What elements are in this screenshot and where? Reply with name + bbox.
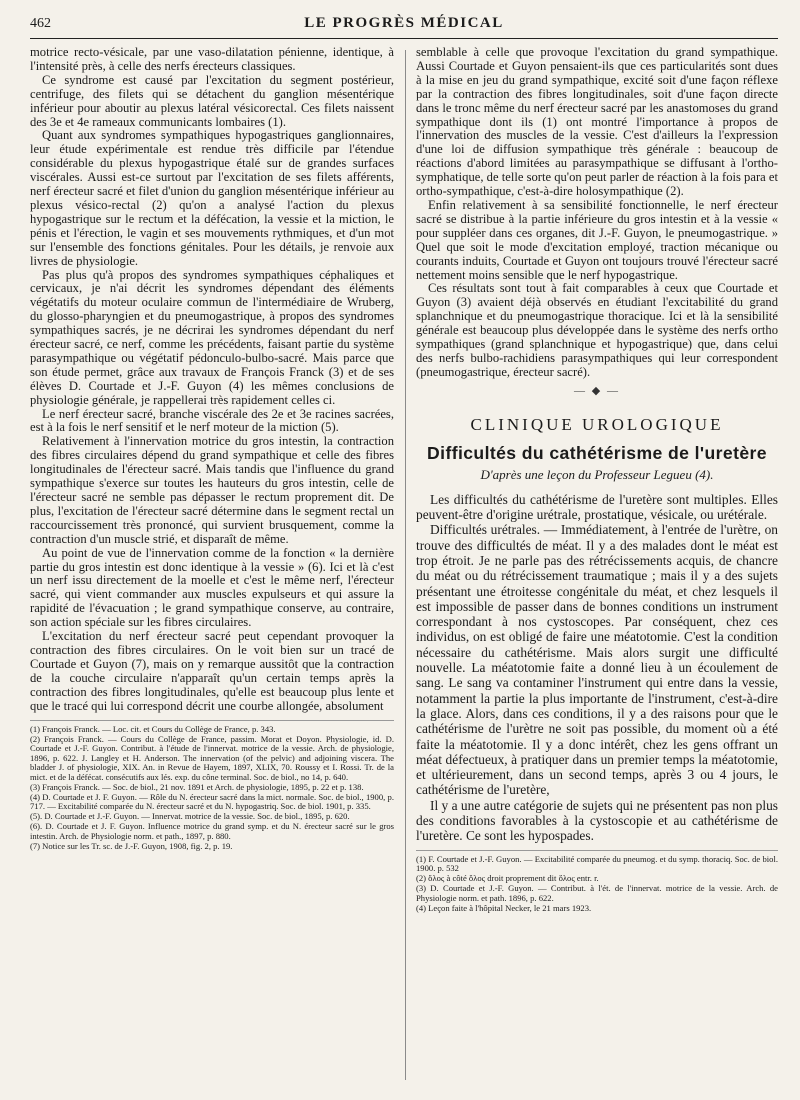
page-header: [30, 14, 778, 39]
article-paragraph: Difficultés urétrales. — Immédiatement, à l'entrée de l'urètre, on trouve des difficultés de méat. Il y a des malades dont le méat est trop étroit. Je ne parle pas des rétrécissements acquis, de chancre du méat ou du rétrécissement traumatique ; mais il y a des sujets présentant une étroitesse congénitale du méat, et chez lesquels il est impossible de passer dans de bonnes conditions un instrument correspondant à nos cystoscopes. Par conséquent, chez ces individus, on est obligé de faire une méatotomie. C'est la condition nécessaire du cathétérisme. Mais alors surgit une difficulté nouvelle. La méatotomie faite a donné lieu à un écoulement de sang. Le sang va contaminer l'instrument qui entre dans la vessie, notamment la partie la plus importante de l'instrument, c'est-à-dire la glace. Alors, dans ces conditions, il y a des raisons pour que le cathétérisme de l'urètre ne soit pas possible, du moment où a été faite la méatotomie. Il y a donc intérêt, chez les gens offrant un méat défectueux, à pratiquer dans un premier temps la méatotomie, et ultérieurement, dans un second temps, après 3 ou 4 jours, le cathétérisme de l'uretère,: [416, 522, 778, 798]
left-paragraph: Le nerf érecteur sacré, branche viscérale des 2e et 3e racines sacrées, est à la fois le nerf sensitif et le nerf moteur de la miction (5).: [30, 406, 394, 435]
footnote: (2) ὅλος à côté ὅλος droit proprement dit ὅλος entr. r.: [416, 873, 599, 884]
left-paragraph: L'excitation du nerf érecteur sacré peut cependant provoquer la contraction des fibres circulaires. On le voit bien sur un tracé de Courtade et Guyon (7), mais on y remarque aussitôt que la contraction de la couche circulaire n'apparaît qu'un certain temps après la contraction des fibres longitudinales, qu'elle est beaucoup plus lente et que le tracé qui lui correspond décrit une courbe allongée, absolument: [30, 629, 394, 713]
article-body: [416, 492, 778, 844]
section-ornament: — ◆ —: [574, 384, 620, 397]
section-title: CLINIQUE UROLOGIQUE: [470, 414, 724, 434]
footnote: (4) D. Courtade et J. F. Guyon. — Rôle du N. érecteur sacré dans la mict. normale. Soc. de biol., 1900, p. 717. — Excitabilité comparée du N. érecteur sacré et du N. hypogastriq. Soc. de biol. 1901, p. 335.: [30, 791, 394, 811]
left-paragraph: Relativement à l'innervation motrice du gros intestin, la contraction des fibres circulaires dépend du grand sympathique et celle des fibres longitudinales de l'érecteur sacré. Mais tandis que l'influence du grand sympathique s'exerce sur toutes les hauteurs du gros intestin, celle de l'érecteur sacré ne semble pas dépasser le rectum proprement dit. De plus, l'excitation de l'érecteur sacré détermine dans le segment rectal un raccourcissement très prononcé, qui survient brusquement, comme la contraction d'un muscle strié, et disparaît de même.: [30, 434, 394, 546]
article-byline: D'après une leçon du Professeur Legueu (4).: [480, 466, 714, 482]
page-number: 462: [30, 16, 51, 31]
footnote: (7) Notice sur les Tr. sc. de J.-F. Guyon, 1908, fig. 2, p. 19.: [30, 840, 233, 851]
column-divider: [405, 50, 406, 1080]
footnote: (5). D. Courtade et J.-F. Guyon. — Innervat. motrice de la vessie. Soc. de biol., 1895, p. 620.: [30, 811, 350, 821]
article-title: Difficultés du cathétérisme de l'uretère: [427, 442, 767, 463]
left-footnotes: [30, 720, 394, 852]
left-paragraph: Au point de vue de l'innervation comme de la fonction « la dernière partie du gros intestin est donc identique à la vessie » (6). Ici et là c'est un nerf issu directement de la moelle et c'est le même nerf, l'érecteur sacré, qui vient commander aux muscles expulseurs et qui assure la rapidité de l'évacuation ; le grand sympathique conserve, au contraire, son action spéciale sur les fibres circulaires.: [30, 545, 394, 630]
right-paragraph: Ces résultats sont tout à fait comparables à ceux que Courtade et Guyon (3) avaient déjà observés en étudiant l'excitabilité du grand splanchnique et du pneumogastrique thoracique. Ici et là la sensibilité générale est beaucoup plus développée dans le système des nerfs ortho sympathiques (grand splanchnique et hypogastrique) que, dans celui des nerfs bulbo-rachidiens parasympathiques qui leur correspondent (pneumogastrique, érecteur sacré).: [416, 281, 778, 379]
left-column: [30, 46, 394, 852]
right-column: [416, 46, 778, 914]
left-paragraph: Pas plus qu'à propos des syndromes sympathiques céphaliques et cervicaux, je n'ai décrit les syndromes dépendant des éléments végétatifs du moteur oculaire commun de l'intermédiaire de Wruberg, du glosso-pharyngien et du pneumogastrique, à propos des syndromes sympathiques sacrés, je ne décrirai les syndromes dépendant du nerf érecteur sacré, ce nerf, comme les précédents, faisant partie du système parasympathique ou végétatif pédonculo-bulbo-sacré. Mais parce que son étude permet, grâce aux travaux de François Franck (3) et de ses élèves D. Courtade et J.-F. Guyon (4) les mêmes conclusions de physiologie générale, je rappellerai très rapidement celles ci.: [30, 267, 394, 407]
right-paragraph: Enfin relativement à sa sensibilité fonctionnelle, le nerf érecteur sacré se distribue à la partie inférieure du gros intestin et à la vessie « pour suppléer dans ces organes, dit J.-F. Guyon, le pneumogastrique. » Quel que soit le mode d'excitation employé, traction mécanique ou courants induits, Courtade et Guyon ont toujours trouvé l'érecteur sacré nettement moins sensible que le nerf hypogastrique.: [416, 197, 778, 282]
footnote: (2) François Franck. — Cours du Collège de France, passim. Morat et Doyon. Physiologie, id. D. Courtade et J.-F. Guyon. Contribut. à l'étude de l'innervat. motrice de la vessie. Arch. de physiologie, 1896, p. 622. J. Langley et H. Anderson. The innervation (of the pelvic) and adjoining viscera. The bladder J. of physiologie, XIX. An. in Revue de Hayem, 1897, XLIX, 70. Roussy et I. Rossi. Tr. de la mict. et de la défécat. consécutifs aux lés. exp. du cône terminal. Soc. de biol., no 14, p. 640.: [30, 733, 394, 782]
article-paragraph: Les difficultés du cathétérisme de l'uretère sont multiples. Elles peuvent-être d'origine urétrale, prostatique, vésicale, ou urétérale.: [416, 491, 778, 523]
footnote: (3) D. Courtade et J.-F. Guyon. — Contribut. à l'ét. de l'innervat. motrice de la vessie. Arch. de Physiologie norm. et path. 1896, p. 622.: [416, 883, 778, 903]
article-paragraph: Il y a une autre catégorie de sujets qui ne présentent pas non plus des conditions favorables à la cystoscopie et au cathétérisme de l'uretère. Ce sont les hypospades.: [416, 797, 778, 844]
right-paragraph: semblable à celle que provoque l'excitation du grand sympathique. Aussi Courtade et Guyon pensaient-ils que ces particularités sont dues à la mise en jeu du grand sympathique, excité soit d'une façon réflexe par la contraction des fibres longitudinales, soit d'une façon directe dans le tronc même du nerf érecteur sacré par les anastomoses du grand sympathique dont ils (1) ont montré l'importance à propos de l'innervation des muscles de la vessie. C'est d'ailleurs la l'expression d'une loi de diffusion sympathique très générale : beaucoup de réactions d'abord limitées au parasympathique se diffusant à l'ortho-symphatique, de telle sorte qu'on peut parler de réaction à la fois para et ortho-sympathique, c'est-à-dire holosympathique (2).: [416, 45, 778, 199]
left-paragraph: motrice recto-vésicale, par une vaso-dilatation pénienne, identique, à l'intensité près, à celle des nerfs érecteurs classiques.: [30, 45, 394, 73]
footnote: (4) Leçon faite à l'hôpital Necker, le 21 mars 1923.: [416, 902, 592, 913]
footnote: (6). D. Courtade et J. F. Guyon. Influence motrice du grand symp. et du N. érecteur sacré sur le gros intestin. Arch. de Physiologie norm. et path., 1897, p. 880.: [30, 821, 394, 841]
left-paragraph: Quant aux syndromes sympathiques hypogastriques ganglionnaires, leur étude expérimentale est rendue très difficile par l'étendue considérable du plexus hypogastrique étalé sur de grandes surfaces viscérales. Aussi est-ce surtout par l'excitation de ses filets afférents, nerf érecteur sacré et filet d'union du ganglion mésentérique inférieur au plexus vésico-rectal (2) qu'on a analysé l'action du plexus hypogastrique sur le rectum et la défécation, la vessie et la miction, le pénis et l'érection, le vagin et ses mouvements rythmiques, et d'un mot sur l'ensemble des fonctions génitales. Pour les détails, je renvoie aux livres de physiologie.: [30, 128, 394, 268]
footnote: (1) François Franck. — Loc. cit. et Cours du Collège de France, p. 343.: [30, 723, 276, 734]
footnote: (3) François Franck. — Soc. de biol., 21 nov. 1891 et Arch. de physiologie, 1895, p. 22 et p. 138.: [30, 781, 364, 792]
left-paragraph: Ce syndrome est causé par l'excitation du segment postérieur, centrifuge, des filets qui se détachent du ganglion mésentérique inférieur pour aboutir au plexus latéral vésicorectal. Ces filets naissent des 3e et 4e rameaux communicants lombaires (1).: [30, 72, 394, 129]
journal-title: LE PROGRÈS MÉDICAL: [304, 15, 504, 31]
right-footnotes: [416, 850, 778, 914]
footnote: (1) F. Courtade et J.-F. Guyon. — Excitabilité comparée du pneumog. et du symp. thoraciq. Soc. de biol. 1900. p. 532: [416, 853, 778, 874]
